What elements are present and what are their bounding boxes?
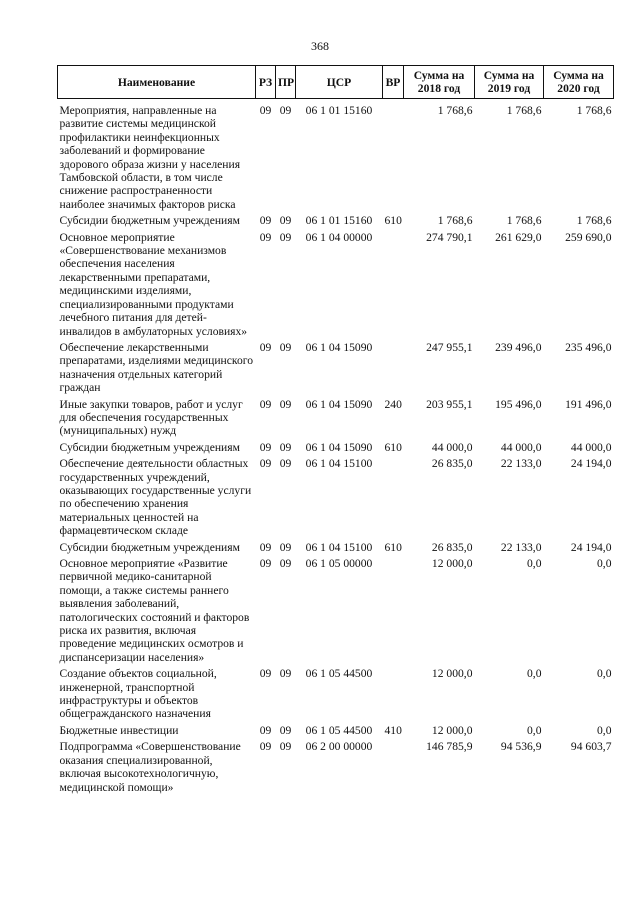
row-amount-2019: 0,0 [527, 667, 542, 681]
row-pr: 09 [279, 667, 292, 681]
row-amount-2018: 12 000,0 [431, 667, 473, 681]
table-row [58, 740, 614, 797]
row-vr: 410 [384, 723, 402, 737]
row-rz: 09 [259, 214, 272, 228]
table-body [58, 99, 614, 797]
row-amount-2020: 259 690,0 [565, 230, 612, 244]
row-name: Субсидии бюджетным учреждениям [59, 440, 240, 454]
row-name: Субсидии бюджетным учреждениям [59, 214, 240, 228]
table-row [58, 214, 614, 230]
header-vr: ВР [383, 66, 404, 99]
table-row [58, 557, 614, 667]
row-rz: 09 [259, 340, 272, 354]
row-amount-2020: 0,0 [597, 723, 612, 737]
table-row [58, 99, 614, 215]
row-csr: 06 2 00 00000 [305, 740, 373, 754]
row-csr: 06 1 04 15100 [305, 457, 373, 471]
row-pr: 09 [279, 104, 292, 117]
table-header-row [58, 66, 614, 99]
row-pr: 09 [279, 740, 292, 754]
table-row [58, 398, 614, 441]
row-amount-2019: 94 536,9 [500, 740, 542, 754]
row-csr: 06 1 05 44500 [305, 723, 373, 737]
row-pr: 09 [279, 557, 292, 570]
row-amount-2018: 274 790,1 [426, 230, 473, 244]
row-amount-2019: 1 768,6 [506, 104, 542, 117]
table-row [58, 724, 614, 740]
row-amount-2020: 1 768,6 [576, 104, 612, 117]
budget-table [57, 65, 614, 797]
row-amount-2019: 195 496,0 [495, 397, 542, 411]
row-csr: 06 1 04 15100 [305, 540, 373, 554]
row-rz: 09 [259, 230, 272, 244]
header-name: Наименование [58, 66, 256, 99]
row-rz: 09 [259, 667, 272, 681]
row-pr: 09 [279, 540, 292, 554]
row-csr: 06 1 04 00000 [305, 230, 373, 244]
row-rz: 09 [259, 557, 272, 570]
row-amount-2019: 0,0 [527, 557, 542, 570]
row-amount-2018: 12 000,0 [431, 557, 473, 570]
row-amount-2019: 239 496,0 [495, 340, 542, 354]
table-row [58, 457, 614, 540]
row-amount-2020: 1 768,6 [576, 214, 612, 228]
header-amount-2019: Сумма на 2019 год [475, 66, 544, 99]
row-csr: 06 1 04 15090 [305, 340, 373, 354]
row-amount-2019: 1 768,6 [506, 214, 542, 228]
row-name: Основное мероприятие «Развитие первичной медико-санитарной помощи, а также системы раннего выявления заболеваний, патологических состояний и факторов риска их развития, включая проведение медицинских осмотров и диспансеризации населения» [59, 557, 250, 664]
row-vr [383, 667, 404, 724]
row-pr: 09 [279, 397, 292, 411]
row-vr: 610 [384, 540, 402, 554]
row-name: Мероприятия, направленные на развитие системы медицинской профилактики неинфекционных заболеваний и формирование здорового образа жизни у населения Тамбовской области, в том числе снижение распространенности наиболее значимых факторов риска [59, 104, 241, 211]
row-pr: 09 [279, 440, 292, 454]
table-row [58, 231, 614, 341]
row-vr [383, 341, 404, 398]
row-amount-2020: 0,0 [597, 557, 612, 570]
row-amount-2018: 247 955,1 [426, 340, 473, 354]
row-csr: 06 1 04 15090 [305, 440, 373, 454]
row-rz: 09 [259, 723, 272, 737]
row-vr [383, 231, 404, 341]
row-amount-2020: 24 194,0 [570, 540, 612, 554]
row-name: Обеспечение деятельности областных государственных учреждений, оказывающих государственные услуги по обеспечению хранения материальных ценностей на фармацевтическом складе [59, 457, 252, 538]
row-vr: 240 [384, 397, 402, 411]
row-amount-2018: 1 768,6 [437, 104, 473, 117]
row-csr: 06 1 04 15090 [305, 397, 373, 411]
row-csr: 06 1 05 44500 [305, 667, 373, 681]
header-rz: РЗ [256, 66, 276, 99]
row-amount-2019: 44 000,0 [500, 440, 542, 454]
row-pr: 09 [279, 214, 292, 228]
row-name: Бюджетные инвестиции [59, 723, 179, 737]
row-vr [383, 457, 404, 540]
row-vr [383, 557, 404, 667]
row-rz: 09 [259, 457, 272, 471]
table-row [58, 541, 614, 557]
row-csr: 06 1 05 00000 [305, 557, 373, 570]
header-pr: ПР [276, 66, 296, 99]
page-number: 368 [311, 39, 329, 53]
row-amount-2018: 26 835,0 [431, 457, 473, 471]
row-amount-2020: 94 603,7 [570, 740, 612, 754]
row-pr: 09 [279, 230, 292, 244]
row-name: Иные закупки товаров, работ и услуг для обеспечения государственных (муниципальных) нужд [59, 397, 243, 438]
row-amount-2019: 22 133,0 [500, 457, 542, 471]
header-amount-2018: Сумма на 2018 год [404, 66, 475, 99]
row-vr: 610 [384, 440, 402, 454]
row-name: Подпрограмма «Совершенствование оказания специализированной, включая высокотехнологичную, медицинской помощи» [59, 740, 241, 794]
row-amount-2019: 261 629,0 [495, 230, 542, 244]
row-amount-2020: 191 496,0 [565, 397, 612, 411]
row-vr: 610 [384, 214, 402, 228]
header-csr: ЦСР [296, 66, 383, 99]
row-pr: 09 [279, 457, 292, 471]
row-vr [383, 99, 404, 215]
row-name: Субсидии бюджетным учреждениям [59, 540, 240, 554]
row-amount-2018: 26 835,0 [431, 540, 473, 554]
row-rz: 09 [259, 540, 272, 554]
row-vr [383, 740, 404, 797]
row-rz: 09 [259, 104, 272, 117]
table-row [58, 341, 614, 398]
row-amount-2020: 0,0 [597, 667, 612, 681]
row-csr: 06 1 01 15160 [305, 104, 373, 117]
row-pr: 09 [279, 723, 292, 737]
row-amount-2019: 0,0 [527, 723, 542, 737]
row-csr: 06 1 01 15160 [305, 214, 373, 228]
row-amount-2018: 1 768,6 [437, 214, 473, 228]
row-amount-2018: 44 000,0 [431, 440, 473, 454]
table-row [58, 667, 614, 724]
row-amount-2018: 12 000,0 [431, 723, 473, 737]
row-amount-2020: 24 194,0 [570, 457, 612, 471]
row-name: Обеспечение лекарственными препаратами, изделиями медицинского назначения отдельных категорий граждан [59, 340, 254, 395]
row-rz: 09 [259, 397, 272, 411]
row-name: Основное мероприятие «Совершенствование механизмов обеспечения населения лекарственными препаратами, медицинскими изделиями, специализированными продуктами лечебного питания для детей-инвалидов в амбулаторных условиях» [59, 230, 248, 338]
row-amount-2018: 146 785,9 [426, 740, 473, 754]
row-rz: 09 [259, 740, 272, 754]
row-name: Создание объектов социальной, инженерной, транспортной инфраструктуры и объектов общегражданского назначения [59, 667, 217, 721]
row-amount-2020: 44 000,0 [570, 440, 612, 454]
row-rz: 09 [259, 440, 272, 454]
table-row [58, 441, 614, 457]
row-amount-2019: 22 133,0 [500, 540, 542, 554]
row-pr: 09 [279, 340, 292, 354]
header-amount-2020: Сумма на 2020 год [544, 66, 614, 99]
row-amount-2020: 235 496,0 [565, 340, 612, 354]
row-amount-2018: 203 955,1 [426, 397, 473, 411]
